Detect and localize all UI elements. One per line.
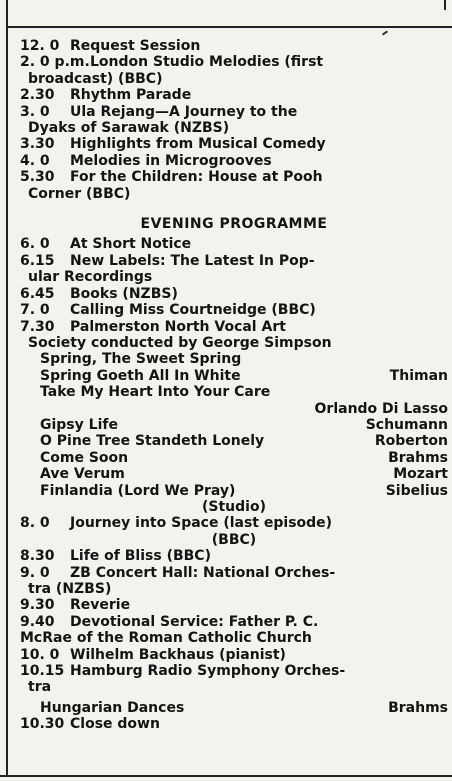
entry-continuation: ular Recordings	[28, 269, 153, 286]
listing-entry	[20, 104, 448, 137]
works-note: (Studio)	[202, 498, 266, 515]
entry-title: Calling Miss Courtneidge (BBC)	[70, 302, 316, 319]
entry-time: 12. 0	[20, 38, 60, 54]
entry-continuation: broadcast) (BBC)	[28, 70, 163, 87]
programme-listing	[20, 38, 448, 733]
work-title: O Pine Tree Standeth Lonely	[40, 433, 265, 450]
work-item	[20, 351, 448, 367]
entry-time: 10.15	[20, 663, 65, 680]
entry-title: Close down	[70, 716, 160, 733]
work-title: Gipsy Life	[40, 416, 118, 433]
entry-title: Highlights from Musical Comedy	[70, 136, 326, 153]
listing-entry	[20, 565, 448, 598]
entry-continuation: McRae of the Roman Catholic Church	[20, 630, 312, 647]
listing-entry	[20, 169, 448, 202]
work-composer: Brahms	[388, 449, 448, 466]
listing-entry	[20, 614, 448, 647]
work-composer: Brahms	[388, 699, 448, 716]
corner-bracket	[444, 0, 446, 10]
entry-time: 6.45	[20, 285, 55, 302]
work-title: Spring Goeth All In White	[40, 367, 241, 384]
entry-time: 10. 0	[20, 646, 60, 663]
listing-entry	[20, 597, 448, 613]
work-item	[20, 368, 448, 384]
entry-time: 7. 0	[20, 302, 50, 319]
work-title	[40, 401, 315, 417]
work-composer: Thiman	[389, 367, 448, 384]
work-title: Finlandia (Lord We Pray)	[40, 482, 236, 499]
work-item	[20, 401, 448, 417]
entry-title: ZB Concert Hall: National Orches-	[70, 564, 336, 581]
work-item	[20, 433, 448, 449]
entry-title: Reverie	[70, 597, 131, 614]
listing-entry	[20, 153, 448, 169]
entry-continuation: Society conducted by George Simpson	[28, 334, 332, 351]
work-composer: Sibelius	[385, 482, 448, 499]
entry-time: 6. 0	[20, 236, 50, 253]
listing-entry	[20, 663, 448, 696]
entry-continuation: Dyaks of Sarawak (NZBS)	[28, 120, 230, 137]
work-title: Take My Heart Into Your Care	[40, 384, 271, 401]
listing-entry	[20, 54, 448, 87]
entry-time: 3.30	[20, 136, 55, 153]
work-title: Ave Verum	[40, 466, 125, 483]
entry-title: Journey into Space (last episode)	[70, 515, 333, 532]
work-composer: Mozart	[393, 466, 448, 483]
entry-title: New Labels: The Latest In Pop-	[70, 252, 315, 269]
entry-title: Rhythm Parade	[70, 87, 192, 104]
bottom-rule	[0, 775, 452, 777]
work-item	[20, 483, 448, 499]
entry-time: 2. 0 p.m.	[20, 54, 90, 71]
work-item	[20, 417, 448, 433]
listing-entry	[20, 647, 448, 663]
listing-entry	[20, 236, 448, 252]
entry-title: Palmerston North Vocal Art	[70, 318, 286, 335]
work-title: Come Soon	[40, 449, 129, 466]
work-composer: Orlando Di Lasso	[314, 400, 448, 417]
entry-title: Devotional Service: Father P. C.	[70, 613, 319, 630]
entry-title: At Short Notice	[70, 236, 192, 253]
entry-time: 7.30	[20, 318, 55, 335]
listing-entry	[20, 253, 448, 286]
entry-time: 2.30	[20, 87, 55, 104]
entry-title: Ula Rejang—A Journey to the	[70, 103, 298, 120]
listing-entry	[20, 286, 448, 302]
work-item	[20, 700, 448, 716]
work-item	[20, 450, 448, 466]
work-composer: Roberton	[374, 433, 448, 450]
entry-title: Request Session	[70, 38, 201, 54]
left-rule	[6, 0, 8, 776]
work-title: Hungarian Dances	[40, 699, 185, 716]
entry-title: For the Children: House at Pooh	[70, 169, 323, 186]
entry-continuation: tra (NZBS)	[28, 581, 112, 597]
entry-title: Hamburg Radio Symphony Orches-	[70, 663, 346, 680]
listing-entry	[20, 716, 448, 732]
top-rule	[6, 26, 452, 28]
entry-time: 10.30	[20, 716, 65, 733]
entry-time: 5.30	[20, 169, 55, 186]
work-composer: Schumann	[365, 416, 448, 433]
ink-mark	[382, 30, 388, 35]
entry-time: 9.30	[20, 597, 55, 614]
listing-entry	[20, 515, 448, 548]
listing-entry	[20, 38, 448, 54]
work-item	[20, 466, 448, 482]
entry-title: Wilhelm Backhaus (pianist)	[70, 646, 286, 663]
work-item	[20, 384, 448, 400]
entry-title: Life of Bliss (BBC)	[70, 548, 211, 565]
section-heading: EVENING PROGRAMME	[140, 216, 328, 233]
entry-time: 4. 0	[20, 152, 50, 169]
entry-title: London Studio Melodies (first	[90, 54, 324, 71]
listing-entry	[20, 302, 448, 318]
entry-time: 8.30	[20, 548, 55, 565]
entry-continuation: tra	[28, 679, 52, 696]
entry-continuation: Corner (BBC)	[28, 185, 131, 202]
entry-time: 6.15	[20, 252, 55, 269]
listing-entry	[20, 548, 448, 564]
listing-entry	[20, 136, 448, 152]
entry-time: 3. 0	[20, 103, 50, 120]
entry-time: 8. 0	[20, 515, 50, 532]
entry-title: Books (NZBS)	[70, 285, 178, 302]
entry-continuation: (BBC)	[211, 531, 257, 548]
entry-time: 9.40	[20, 613, 55, 630]
entry-time: 9. 0	[20, 564, 50, 581]
entry-title: Melodies in Microgrooves	[70, 152, 272, 169]
listing-entry	[20, 87, 448, 103]
listing-entry	[20, 319, 448, 352]
work-title: Spring, The Sweet Spring	[40, 351, 242, 368]
